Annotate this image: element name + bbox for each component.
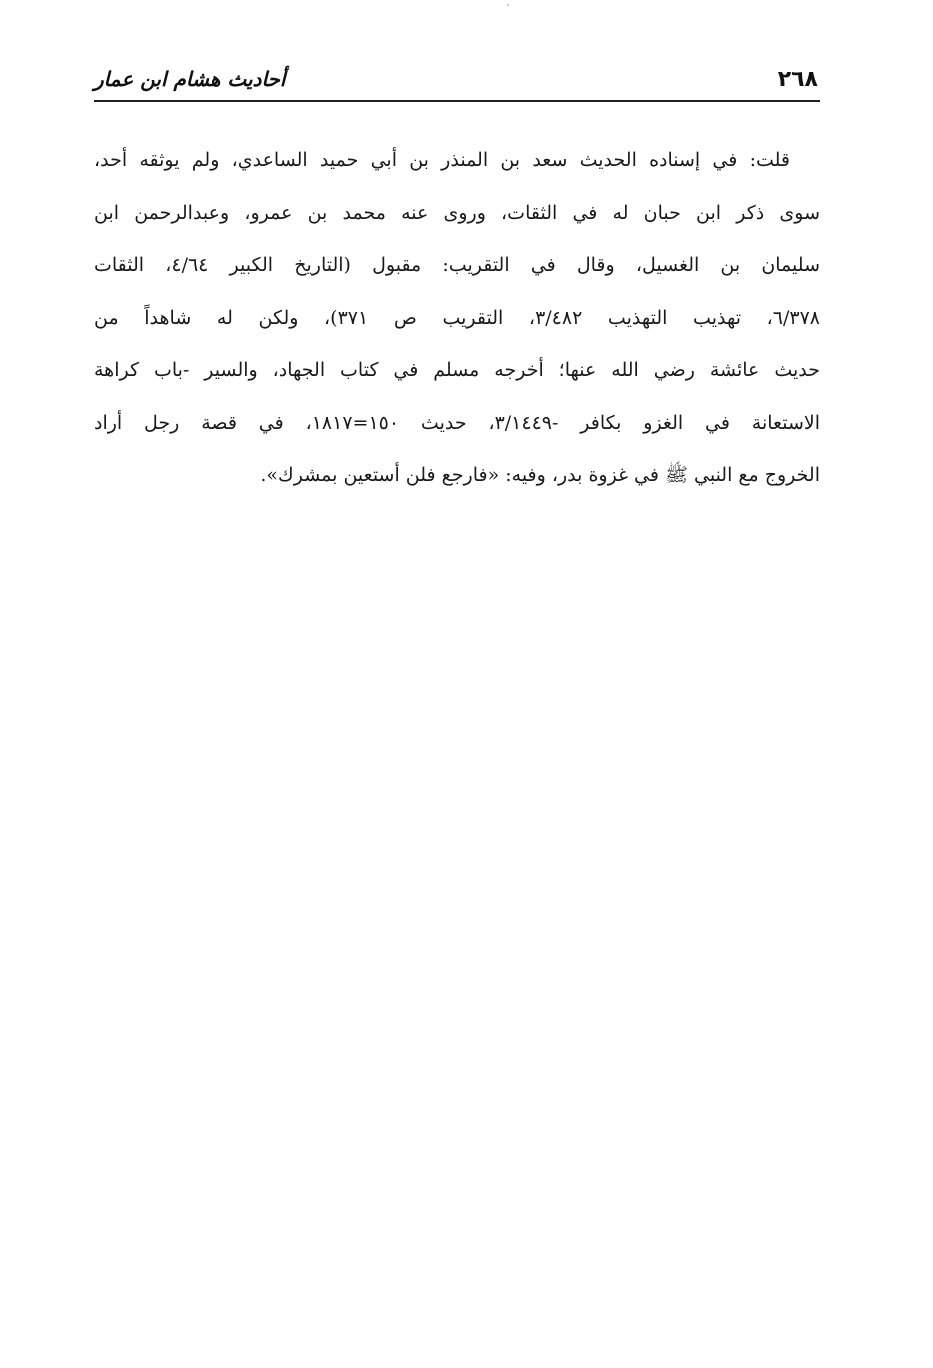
scan-speck — [507, 4, 509, 6]
page-header — [94, 60, 820, 98]
running-title: أحاديث هشام ابن عمار — [94, 67, 286, 91]
page-number: ٢٦٨ — [777, 66, 818, 92]
text-line: سليمان بن الغسيل، وقال في التقريب: مقبول (التاريخ الكبير ٤/٦٤، الثقات — [94, 254, 820, 276]
text-line: ٦/٣٧٨، تهذيب التهذيب ٣/٤٨٢، التقريب ص ٣٧١)، ولكن له شاهداً من — [94, 306, 820, 329]
text-line-content: قلت: في إسناده الحديث سعد بن المنذر بن أبي حميد الساعدي، ولم يوثقه أحد، — [94, 149, 790, 171]
text-line — [94, 140, 820, 193]
text-line: حديث عائشة رضي الله عنها؛ أخرجه مسلم في كتاب الجهاد، والسير -باب كراهة — [94, 359, 820, 381]
body-paragraph — [94, 140, 820, 508]
text-line: الخروج مع النبي ﷺ في غزوة بدر، وفيه: «فارجع فلن أستعين بمشرك». — [260, 464, 820, 486]
text-line: الاستعانة في الغزو بكافر -٣/١٤٤٩، حديث ١٥٠=١٨١٧، في قصة رجل أراد — [94, 411, 820, 434]
text-line: سوى ذكر ابن حبان له في الثقات، وروى عنه محمد بن عمرو، وعبدالرحمن ابن — [94, 201, 820, 224]
header-rule — [94, 100, 820, 102]
